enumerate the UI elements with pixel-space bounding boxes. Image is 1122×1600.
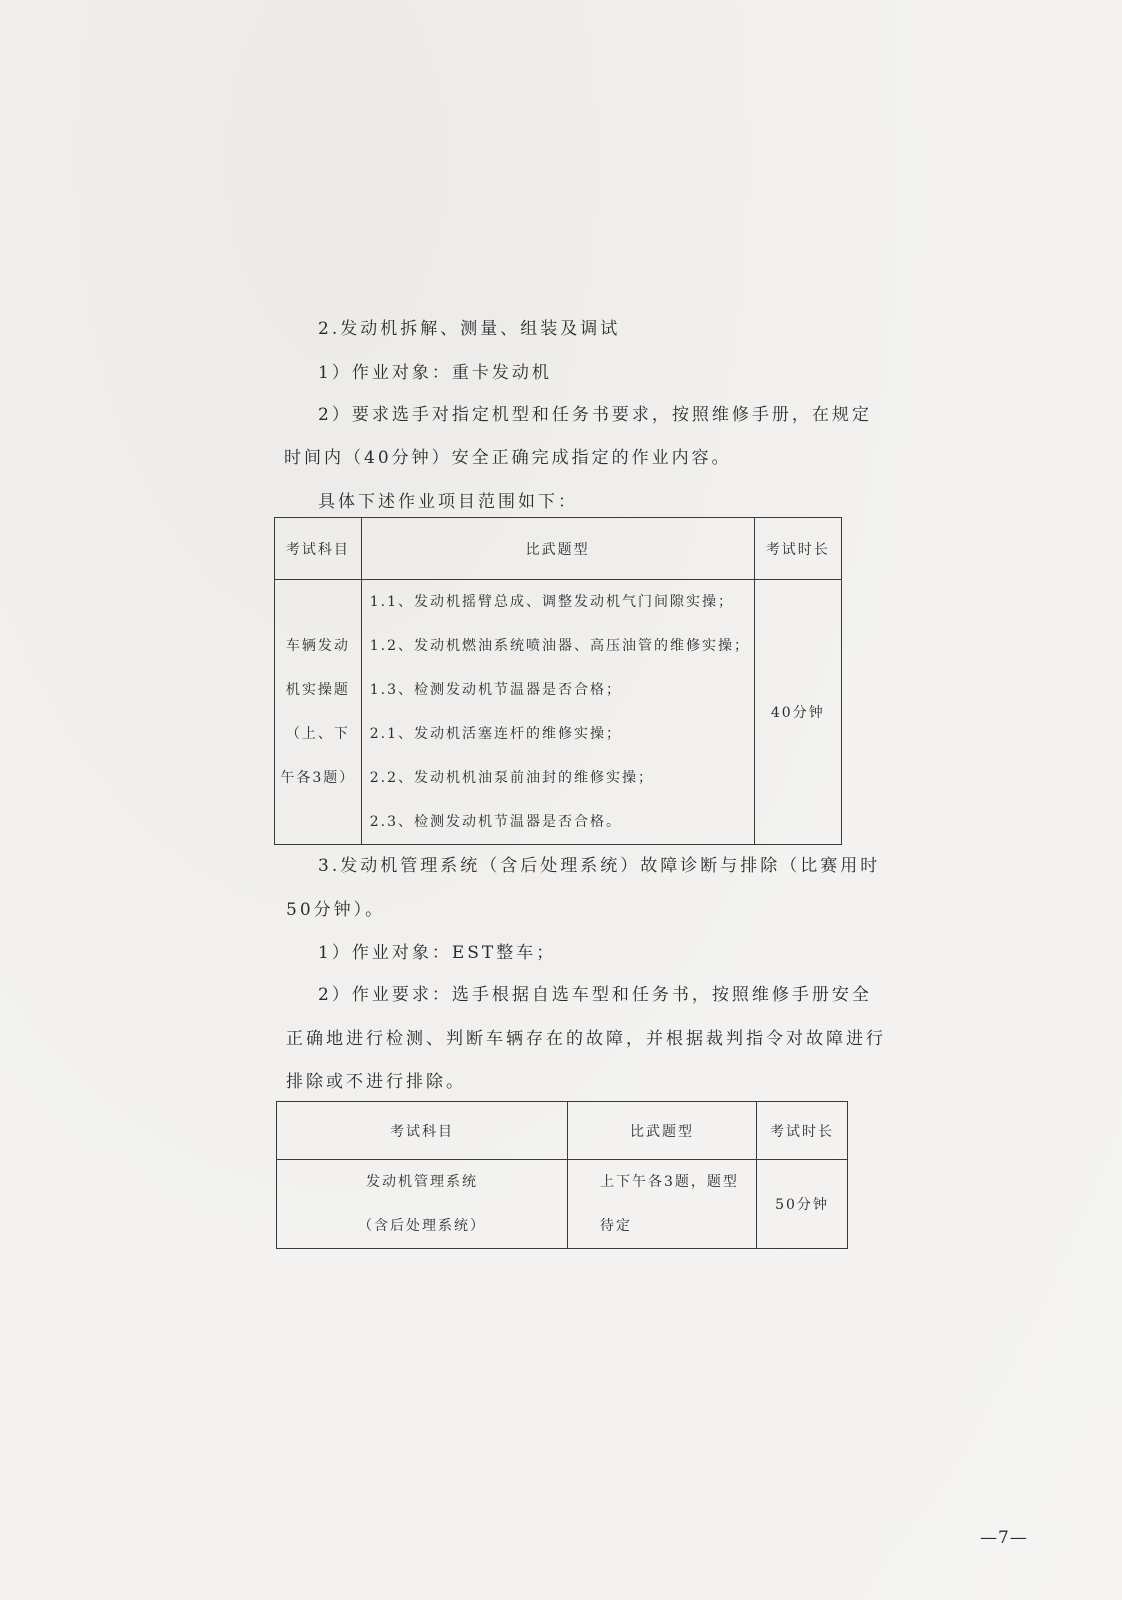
table-2-duration: 50分钟 <box>757 1160 848 1249</box>
table-2 <box>276 1101 848 1249</box>
table-1-item: 1.3、检测发动机节温器是否合格； <box>369 682 622 698</box>
table-1-subject-line: 午各3题） <box>280 770 356 786</box>
section-2-item-2-line-1: 2）要求选手对指定机型和任务书要求，按照维修手册，在规定 <box>318 405 872 425</box>
table-1 <box>274 517 842 845</box>
table-2-header-subject: 考试科目 <box>277 1102 568 1160</box>
page-number: —7— <box>980 1528 1028 1548</box>
table-1-items-cell <box>361 580 754 845</box>
section-3-item-2-line-3: 排除或不进行排除。 <box>286 1072 466 1092</box>
section-2-heading: 2.发动机拆解、测量、组装及调试 <box>318 319 621 339</box>
table-1-item: 2.2、发动机机油泵前油封的维修实操； <box>369 770 654 786</box>
table-1-subject-cell <box>275 580 362 845</box>
table-2-header-type: 比武题型 <box>568 1102 757 1160</box>
table-1-header-duration: 考试时长 <box>754 518 841 580</box>
table-2-type-line: 上下午各3题，题型 <box>600 1174 739 1190</box>
table-1-header-type: 比武题型 <box>361 518 754 580</box>
table-1-subject-line: （上、下 <box>285 726 350 742</box>
table-1-header-subject: 考试科目 <box>275 518 362 580</box>
table-2-header-duration: 考试时长 <box>757 1102 848 1160</box>
section-3-item-2-line-1: 2）作业要求：选手根据自选车型和任务书，按照维修手册安全 <box>318 985 872 1005</box>
section-3-heading-line-2: 50分钟）。 <box>286 900 386 920</box>
table-2-type-cell <box>568 1160 757 1249</box>
section-3-heading-line-1: 3.发动机管理系统（含后处理系统）故障诊断与排除（比赛用时 <box>318 856 881 876</box>
section-3-item-2-line-2: 正确地进行检测、判断车辆存在的故障，并根据裁判指令对故障进行 <box>286 1029 886 1049</box>
table-1-item: 1.1、发动机摇臂总成、调整发动机气门间隙实操； <box>369 594 734 610</box>
section-3-item-1: 1）作业对象：EST整车； <box>318 943 557 963</box>
table-1-subject-line: 机实操题 <box>285 682 350 698</box>
section-2-item-1: 1）作业对象：重卡发动机 <box>318 363 552 383</box>
table-1-subject-line: 车辆发动 <box>285 638 350 654</box>
table-1-item: 2.1、发动机活塞连杆的维修实操； <box>369 726 622 742</box>
table-2-subject-cell <box>277 1160 568 1249</box>
table-1-item: 2.3、检测发动机节温器是否合格。 <box>369 814 622 830</box>
table-2-subject-line: （含后处理系统） <box>358 1218 486 1234</box>
table-2-type-line: 待定 <box>600 1218 632 1234</box>
table-2-subject-line: 发动机管理系统 <box>366 1174 478 1190</box>
table-1-item: 1.2、发动机燃油系统喷油器、高压油管的维修实操； <box>369 638 750 654</box>
table-1-duration: 40分钟 <box>754 580 841 845</box>
scope-intro: 具体下述作业项目范围如下： <box>318 492 578 512</box>
section-2-item-2-line-2: 时间内（40分钟）安全正确完成指定的作业内容。 <box>284 448 732 468</box>
